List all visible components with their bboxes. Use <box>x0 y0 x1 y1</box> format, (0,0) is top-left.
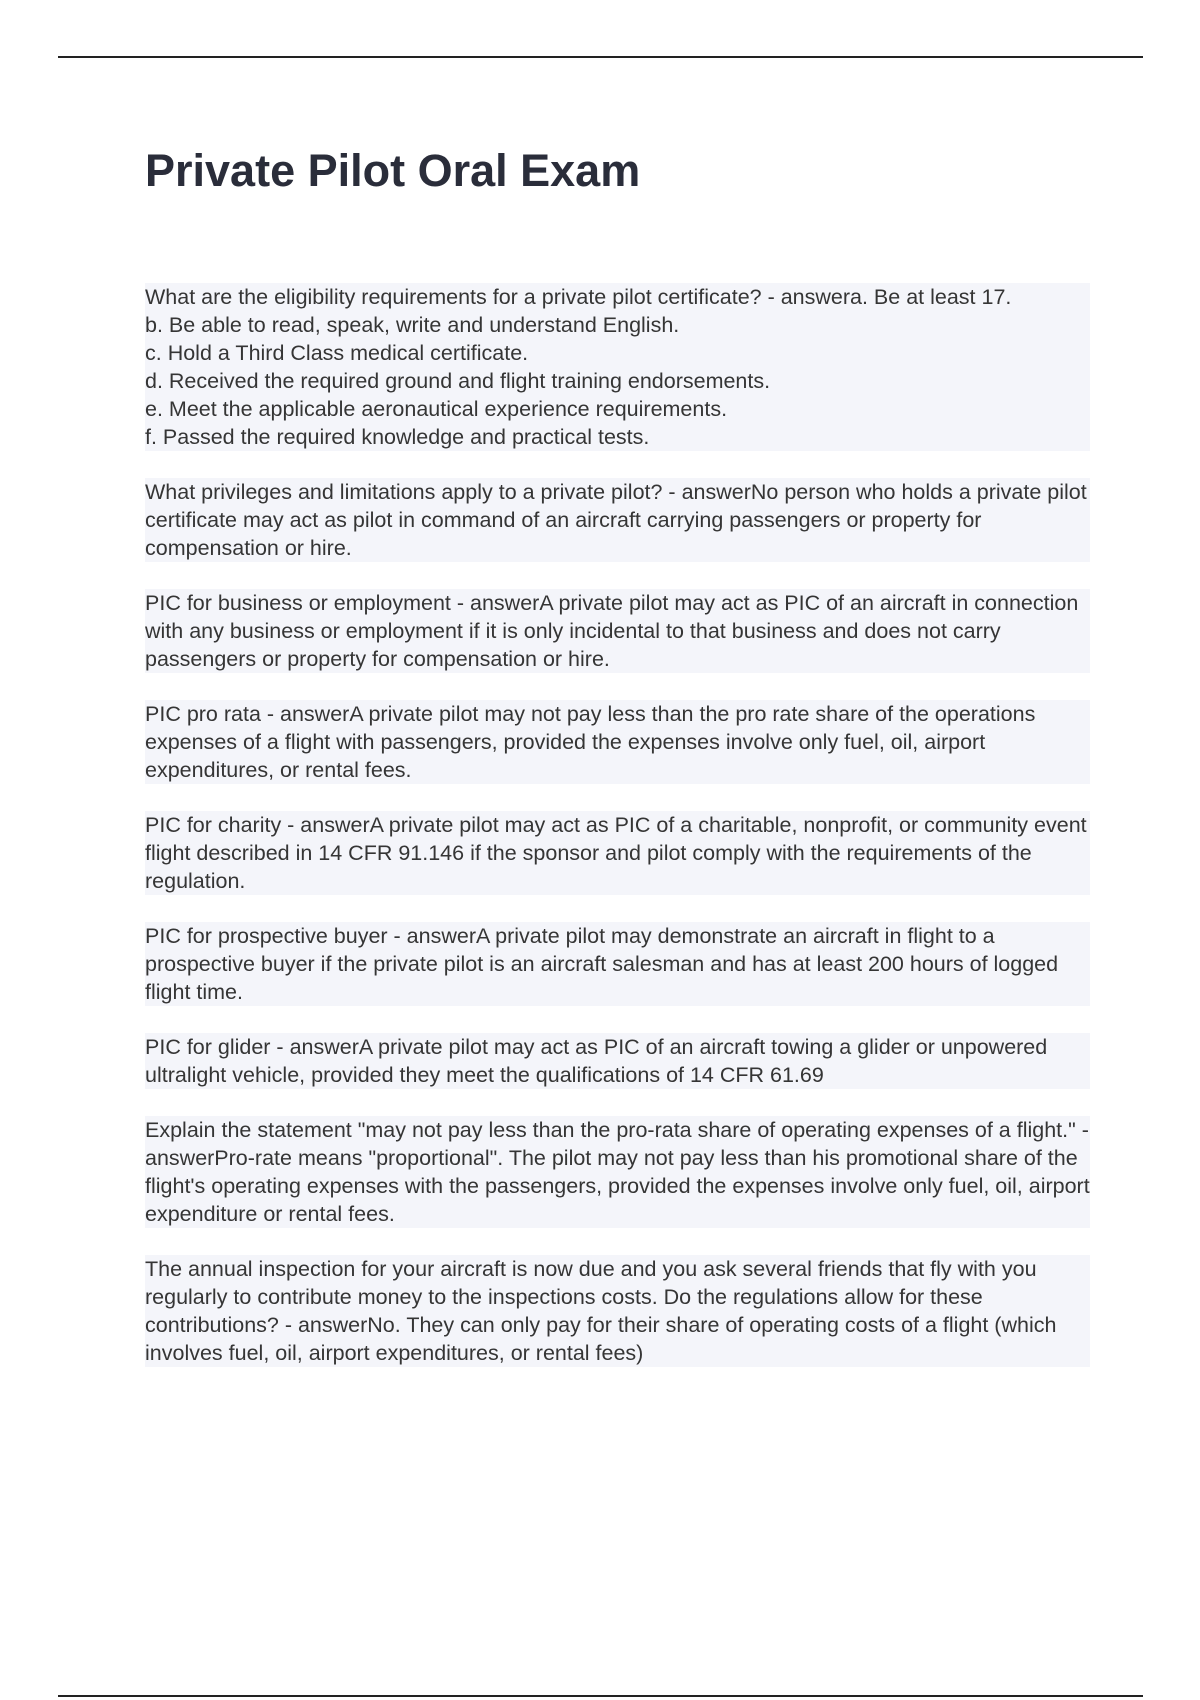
qa-entry-pro-rata-explained: Explain the statement "may not pay less than the pro-rata share of operating expenses of a flight." - answerPro-rate means "proportional". The pilot may not pay less than his promotional share of the flight's operating expenses with the passengers, provided the expenses involve only fuel, oil, airport expenditure or rental fees. <box>145 1118 1090 1226</box>
bottom-divider <box>58 1695 1143 1697</box>
qa-entry-pro-rata: PIC pro rata - answerA private pilot may not pay less than the pro rate share of the operations expenses of a flight with passengers, provided the expenses involve only fuel, oil, airport expenditures, or rental fees. <box>145 700 1090 784</box>
qa-entry-prospective-buyer: PIC for prospective buyer - answerA private pilot may demonstrate an aircraft in flight to a prospective buyer if the private pilot is an aircraft salesman and has at least 200 hours of logged flight time. <box>145 922 1090 1006</box>
qa-entry-business: PIC for business or employment - answerA private pilot may act as PIC of an aircraft in connection with any business or employment if it is only incidental to that business and does not carry passengers or property for compensation or hire. <box>145 589 1090 673</box>
top-divider <box>58 56 1143 58</box>
qa-entry-glider: PIC for glider - answerA private pilot may act as PIC of an aircraft towing a glider or unpowered ultralight vehicle, provided they meet the qualifications of 14 CFR 61.69 <box>145 1033 1090 1089</box>
qa-entry-charity: PIC for charity - answerA private pilot may act as PIC of a charitable, nonprofit, or community event flight described in 14 CFR 91.146 if the sponsor and pilot comply with the requirements of the regulation. <box>145 811 1090 895</box>
qa-entry-eligibility: What are the eligibility requirements for a private pilot certificate? - answera. Be at least 17. b. Be able to read, speak, write and understand English. c. Hold a Third Class medical certificate. d. Received the required ground and flight training endorsements. e. Meet the applicable aeronautical experience requirements. f. Passed the required knowledge and practical tests. <box>145 283 1090 451</box>
qa-list <box>145 283 1090 1394</box>
qa-entry-annual-inspection: The annual inspection for your aircraft is now due and you ask several friends that fly with you regularly to contribute money to the inspections costs. Do the regulations allow for these contributions? - answerNo. They can only pay for their share of operating costs of a flight (which involves fuel, oil, airport expenditures, or rental fees) <box>145 1255 1090 1367</box>
qa-entry-privileges: What privileges and limitations apply to a private pilot? - answerNo person who holds a private pilot certificate may act as pilot in command of an aircraft carrying passengers or property for compensation or hire. <box>145 478 1090 562</box>
page-title: Private Pilot Oral Exam <box>145 145 641 196</box>
